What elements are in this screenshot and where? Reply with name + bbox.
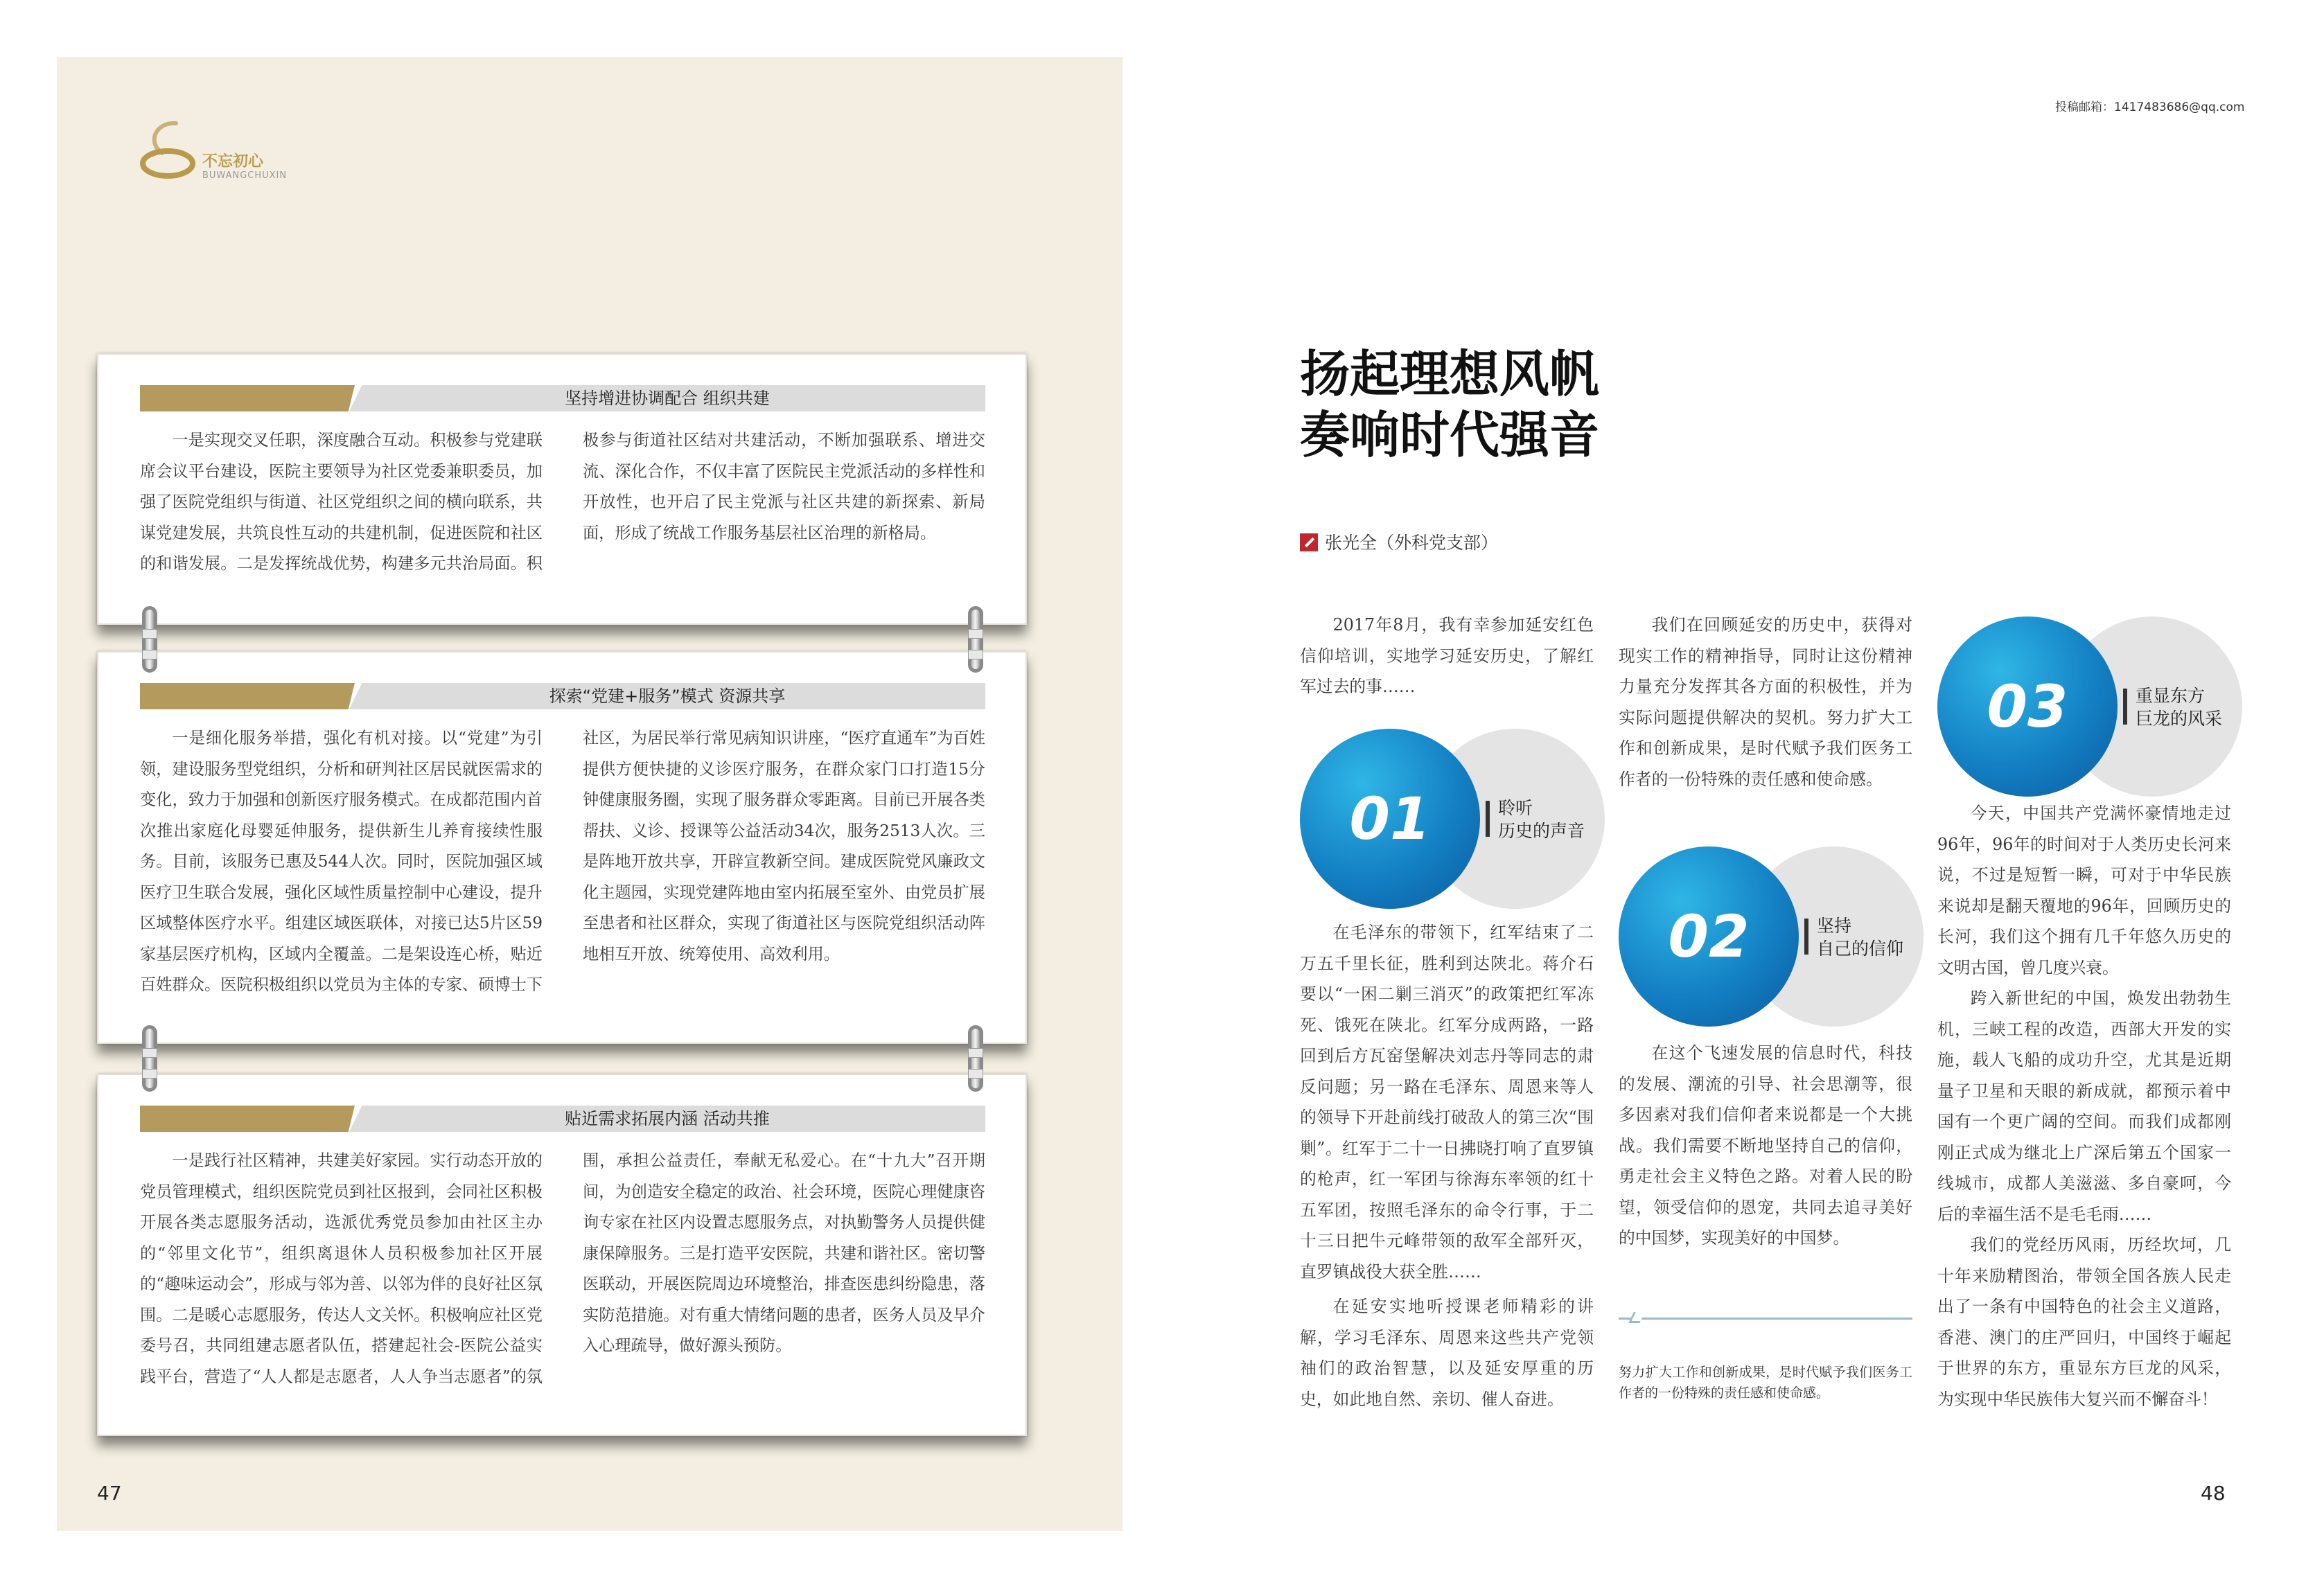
section-header-bar [140,683,985,709]
logo-mark-icon [134,115,204,184]
column-3-body [1937,798,2231,1415]
circle-number: 02 [1668,903,1750,970]
section-body: 一是践行社区精神，共建美好家园。实行动态开放的党员管理模式，组织医院党员到社区报到，会同社区积极开展各类志愿服务活动，选派优秀党员参加由社区主办的“邻里文化节”，组织离退休人员积极参加社区开展的“趣味运动会”，形成与邻为善、以邻为伴的良好社区氛围。二是暖心志愿服务，传达人文关怀。积极响应社区党委号召，共同组建志愿者队伍，搭建起社会-医院公益实践平台，营造了“人人都是志愿者，人人争当志愿者”的氛围，承担公益责任，奉献无私爱心。在“十九大”召开期间，为创造安全稳定的政治、社会环境，医院心理健康咨询专家在社区内设置志愿服务点，对执勤警务人员提供健康保障服务。三是打造平安医院，共建和谐社区。密切警医联动，开展医院周边环境整治，排查医患纠纷隐患，落实防范措施。对有重大情绪问题的患者，医务人员及早介入心理疏导，做好源头预防。 [140,1151,985,1386]
headline-line-1: 扬起理想风帆 [1300,344,1600,403]
submission-email: 投稿邮箱：1417483686@qq.com [2055,100,2245,114]
binder-ring-icon [142,1025,157,1092]
column-1-body [1300,917,1594,1415]
circle-badge-01 [1300,729,1605,909]
section-header-bar [140,385,985,411]
section-card-1 [97,353,1027,625]
paragraph: 今天，中国共产党满怀豪情地走过96年，96年的时间对于人类历史长河来说，不过是短暂一瞬，可对于中华民族来说却是翻天覆地的96年，回顾历史的长河，我们这个拥有几千年悠久历史的文明古国，曾几度兴衰。 [1937,804,2231,977]
circle-label-line-2: 历史的声音 [1498,821,1585,841]
circle-label-line-1: 重显东方 [2136,686,2206,706]
paragraph: 跨入新世纪的中国，焕发出勃勃生机，三峡工程的改造，西部大开发的实施，载人飞船的成功升空，尤其是近期量子卫星和天眼的新成就，都预示着中国有一个更广阔的空间。而我们成都刚刚正式成为继北上广深后第五个国家一线城市，成都人美滋滋、多自豪呵，今后的幸福生活不是毛毛雨…… [1937,988,2231,1224]
column-2-body [1619,1038,1912,1254]
section-body: 一是实现交叉任职，深度融合互动。积极参与党建联席会议平台建设，医院主要领导为社区党委兼职委员，加强了医院党组织与街道、社区党组织之间的横向联系，共谋党建发展，共筑良性互动的共建机制，促进医院和社区的和谐发展。二是发挥统战优势，构建多元共治局面。积极参与街道社区结对共建活动，不断加强联系、增进交流、深化合作，不仅丰富了医院民主党派活动的多样性和开放性，也开启了民主党派与社区共建的新探索、新局面，形成了统战工作服务基层社区治理的新格局。 [140,431,985,573]
circle-tick-mark [1486,801,1490,837]
quote-rule [1619,1318,1912,1320]
circle-number: 03 [1987,673,2068,741]
section-title: 贴近需求拓展内涵 活动共推 [565,1109,770,1128]
circle-label-line-1: 坚持 [1817,916,1852,936]
bar-gold-accent [140,385,355,411]
section-body: 一是细化服务举措，强化有机对接。以“党建”为引领，建设服务型党组织，分析和研判社区居民就医需求的变化，致力于加强和创新医疗服务模式。在成都范围内首次推出家庭化母婴延伸服务，提供新生儿养育接续性服务。目前，该服务已惠及544人次。同时，医院加强区域医疗卫生联合发展，强化区域性质量控制中心建设，提升区域整体医疗水平。组建区域医联体，对接已达5片区59家基层医疗机构，区域内全覆盖。二是架设连心桥，贴近百姓群众。医院积极组织以党员为主体的专家、硕博士下社区，为居民举行常见病知识讲座，“医疗直通车”为百姓提供方便快捷的义诊医疗服务，在群众家门口打造15分钟健康服务圈，实现了服务群众零距离。目前已开展各类帮扶、义诊、授课等公益活动34次，服务2513人次。三是阵地开放共享，开辟宣教新空间。建成医院党风廉政文化主题园，实现党建阵地由室内拓展至室外、由党员扩展至患者和社区群众，实现了街道社区与医院党组织活动阵地相互开放、统筹使用、高效利用。 [140,729,985,994]
section-card-2 [97,651,1027,1044]
circle-label [1817,914,1903,960]
circle-label [1498,797,1585,842]
circle-badge-03 [1937,617,2242,797]
circle-tick-mark [2123,689,2127,725]
headline-line-2: 奏响时代强音 [1300,405,1600,464]
page-number-right: 48 [2201,1482,2226,1505]
bar-gold-accent [140,1106,355,1132]
binder-ring-icon [968,606,983,673]
circle-label-line-1: 聆听 [1498,798,1533,818]
column-2-top [1619,610,1912,795]
pull-quote [1619,1318,1912,1416]
intro-text: 2017年8月，我有幸参加延安红色信仰培训，实地学习延安历史，了解红军过去的事…… [1300,615,1594,696]
section-header-bar [140,1106,985,1132]
paragraph: 在延安实地听授课老师精彩的讲解，学习毛泽东、周恩来这些共产党领袖们的政治智慧，以及延安厚重的历史，如此地自然、亲切、催人奋进。 [1300,1297,1594,1409]
section-title: 探索“党建+服务”模式 资源共享 [549,686,786,706]
circle-badge-02 [1619,846,1924,1027]
pen-icon [1300,533,1318,551]
logo-text-cn: 不忘初心 [202,153,264,170]
paragraph: 在毛泽东的带领下，红军结束了二万五千里长征，胜利到达陕北。蒋介石要以“一困二剿三消灭”的政策把红军冻死、饿死在陕北。红军分成两路，一路回到后方瓦窑堡解决刘志丹等同志的肃反问题；另一路在毛泽东、周恩来等人的领导下开赴前线打破敌人的第三次“围剿”。红军于二十一日拂晓打响了直罗镇的枪声，红一军团与徐海东率领的红十五军团，按照毛泽东的命令行事，于二十三日把牛元峰带领的敌军全部歼灭，直罗镇战役大获全胜…… [1300,923,1594,1282]
paragraph: 我们的党经历风雨，历经坎坷，几十年来励精图治，带领全国各族人民走出了一条有中国特色的社会主义道路，香港、澳门的庄严回归，中国终于崛起于世界的东方，重显东方巨龙的风采，为实现中华民族伟大复兴而不懈奋斗！ [1937,1235,2231,1409]
circle-label [2136,684,2222,730]
circle-number: 01 [1349,785,1431,853]
logo-text-en: BUWANGCHUXIN [202,170,288,181]
author-byline [1300,531,1498,556]
section-card-3 [97,1074,1027,1436]
logo [134,115,294,191]
author-name: 张光全（外科党支部） [1325,533,1499,553]
binder-ring-icon [142,606,157,673]
paragraph: 在这个飞速发展的信息时代，科技的发展、潮流的引导、社会思潮等，很多因素对我们信仰者来说都是一个大挑战。我们需要不断地坚持自己的信仰，勇走社会主义特色之路。对着人民的盼望，领受信仰的恩宠，共同去追寻美好的中国梦，实现美好的中国梦。 [1619,1043,1912,1248]
page-number-left: 47 [97,1482,122,1505]
circle-label-line-2: 巨龙的风采 [2136,709,2223,729]
section-title: 坚持增进协调配合 组织共建 [565,389,770,408]
circle-tick-mark [1804,919,1808,955]
paragraph: 我们在回顾延安的历史中，获得对现实工作的精神指导，同时让这份精神力量充分发挥其各方面的积极性，并为实际问题提供解决的契机。努力扩大工作和创新成果，是时代赋予我们医务工作者的一份特殊的责任感和使命感。 [1619,615,1912,789]
intro-paragraph [1300,610,1594,702]
binder-ring-icon [968,1025,983,1092]
circle-label-line-2: 自己的信仰 [1817,939,1904,959]
quote-text: 努力扩大工作和创新成果，是时代赋予我们医务工作者的一份特殊的责任感和使命感。 [1619,1365,1912,1401]
article-headline [1300,344,1599,466]
bar-gold-accent [140,683,355,709]
